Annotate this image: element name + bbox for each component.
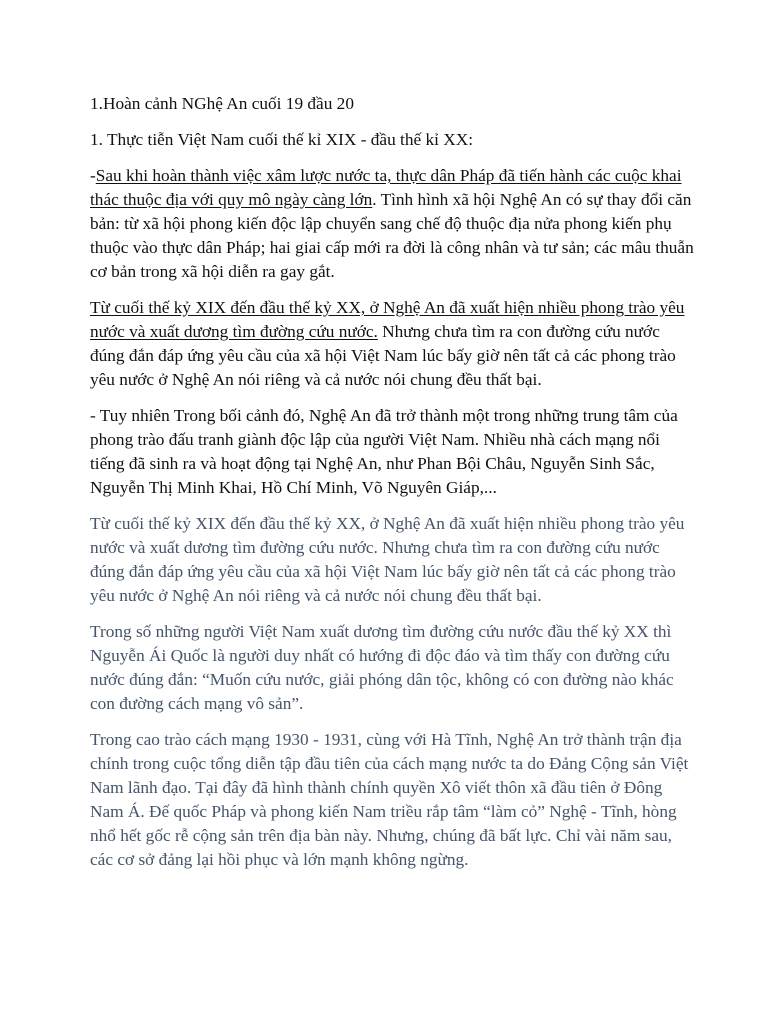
paragraph-nguyen-ai-quoc: Trong số những người Việt Nam xuất dương tìm đường cứu nước đầu thế kỷ XX thì Nguyễn Ái Quốc là người duy nhất có hướng đi độc đáo và tìm thấy con đường cứu nước đúng đắn: “Muốn cứu nước, giải phóng dân tộc, không có con đường nào khác con đường cách mạng vô sản”.	[90, 622, 674, 713]
underlined-text: Từ cuối thế kỷ XIX đến đầu thế kỷ XX, ở Nghệ An đã xuất hiện nhiều phong trào yêu nước và xuất dương tìm đường cứu nước.	[90, 298, 685, 341]
paragraph-colonial-change	[90, 164, 696, 284]
section-heading: 1. Thực tiễn Việt Nam cuối thế kỉ XIX - đầu thế kỉ XX:	[90, 130, 473, 149]
paragraph-text: . Tình hình xã hội Nghệ An có sự thay đổi căn bản: từ xã hội phong kiến độc lập chuyển sang chế độ thuộc địa nửa phong kiến phụ thuộc vào thực dân Pháp; hai giai cấp mới ra đời là công nhân và tư sản; các mâu thuẫn cơ bản trong xã hội diễn ra gay gắt.	[90, 190, 694, 281]
paragraph-patriotic-movements	[90, 296, 696, 392]
paragraph-1930-1931: Trong cao trào cách mạng 1930 - 1931, cùng với Hà Tĩnh, Nghệ An trở thành trận địa chính trong cuộc tổng diễn tập đầu tiên của cách mạng nước ta do Đảng Cộng sản Việt Nam lãnh đạo. Tại đây đã hình thành chính quyền Xô viết thôn xã đầu tiên ở Đông Nam Á. Đế quốc Pháp và phong kiến Nam triều rắp tâm “làm cỏ” Nghệ - Tĩnh, hòng nhổ hết gốc rễ cộng sản trên địa bàn này. Nhưng, chúng đã bất lực. Chỉ vài năm sau, các cơ sở đảng lại hồi phục và lớn mạnh không ngừng.	[90, 730, 689, 869]
paragraph-quoted-movements: Từ cuối thế kỷ XIX đến đầu thế kỷ XX, ở Nghệ An đã xuất hiện nhiều phong trào yêu nước và xuất dương tìm đường cứu nước. Nhưng chưa tìm ra con đường cứu nước đúng đắn đáp ứng yêu cầu của xã hội Việt Nam lúc bấy giờ nên tất cả các phong trào yêu nước ở Nghệ An nói riêng và cả nước nói chung đều thất bại.	[90, 514, 685, 605]
underlined-text: Sau khi hoàn thành việc xâm lược nước ta, thực dân Pháp đã tiến hành các cuộc khai thác thuộc địa với quy mô ngày càng lớn	[90, 166, 682, 209]
paragraph-text: Nhưng chưa tìm ra con đường cứu nước đúng đắn đáp ứng yêu cầu của xã hội Việt Nam lúc bấy giờ nên tất cả các phong trào yêu nước ở Nghệ An nói riêng và cả nước nói chung đều thất bại.	[90, 322, 676, 389]
paragraph-revolutionary-center: - Tuy nhiên Trong bối cảnh đó, Nghệ An đã trở thành một trong những trung tâm của phong trào đấu tranh giành độc lập của người Việt Nam. Nhiều nhà cách mạng nổi tiếng đã sinh ra và hoạt động tại Nghệ An, như Phan Bội Châu, Nguyễn Sinh Sắc, Nguyễn Thị Minh Khai, Hồ Chí Minh, Võ Nguyên Giáp,...	[90, 406, 678, 497]
paragraph-prefix: -	[90, 166, 96, 185]
document-title: 1.Hoàn cảnh NGhệ An cuối 19 đầu 20	[90, 94, 354, 113]
